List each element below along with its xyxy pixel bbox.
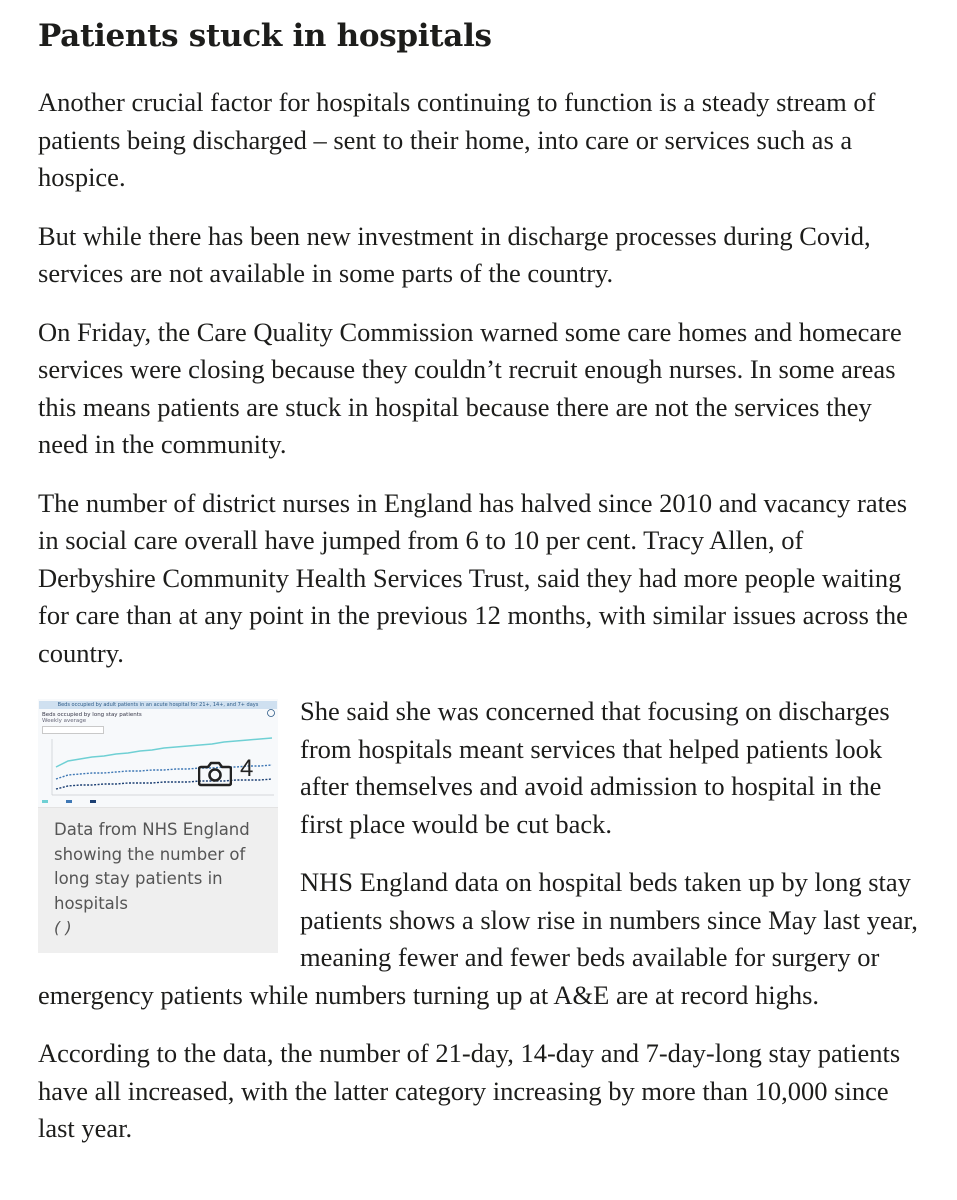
paragraph-1: Another crucial factor for hospitals continuing to function is a steady stream of patients being discharged – sent to their home, into care or services such as a hospice. [38,87,876,192]
article [38,14,918,1169]
paragraph-4: The number of district nurses in England has halved since 2010 and vacancy rates in social care overall have jumped from 6 to 10 per cent. Tracy Allen, of Derbyshire Community Health Services Trust, said they had more people waiting for care than at any point in the previous 12 months, with similar issues across the country. [38,487,908,668]
caption-text: Data from NHS England showing the number of long stay patients in hospitals [54,820,250,913]
image-caption [38,808,278,953]
thumbnail-chart-subtitle: Beds occupied by long stay patients [42,712,142,718]
caption-credit: ( ) [54,918,72,937]
thumbnail-legend-swatch-3 [90,800,96,803]
paragraph-3: On Friday, the Care Quality Commission warned some care homes and homecare services were closing because they couldn’t recruit enough nurses. In some areas this means patients are stuck in hospital because there are not the services they need in the community. [38,316,902,459]
section-heading: Patients stuck in hospitals [38,18,492,54]
paragraph-5: She said she was concerned that focusing on discharges from hospitals meant services that helped patients look after themselves and avoid admission to hospital in the first place would be cut back. [300,696,890,839]
thumbnail-legend-swatch-2 [66,800,72,803]
camera-icon[interactable] [198,759,232,787]
paragraph-7: According to the data, the number of 21-day, 14-day and 7-day-long stay patients have all increased, with the latter category increasing by more than 10,000 since last year. [38,1038,901,1143]
thumbnail-legend-swatch-1 [42,800,48,803]
image-figure[interactable] [38,699,278,953]
thumbnail-info-icon [268,710,275,717]
paragraph-6: NHS England data on hospital beds taken up by long stay patients shows a slow rise in numbers since May last year, meaning fewer and fewer beds available for surgery or emergency patients while numbers turning up at A&E are at record highs. [38,867,918,1010]
chart-thumbnail[interactable] [38,699,278,808]
photo-count: 4 [240,755,254,782]
thumbnail-chart-subtitle-2: Weekly average [42,718,87,724]
thumbnail-chart-graphic [38,699,278,807]
paragraph-2: But while there has been new investment in discharge processes during Covid, services are not available in some parts of the country. [38,220,871,288]
thumbnail-chart-title: Beds occupied by adult patients in an acute hospital for 21+, 14+, and 7+ days [39,701,277,709]
